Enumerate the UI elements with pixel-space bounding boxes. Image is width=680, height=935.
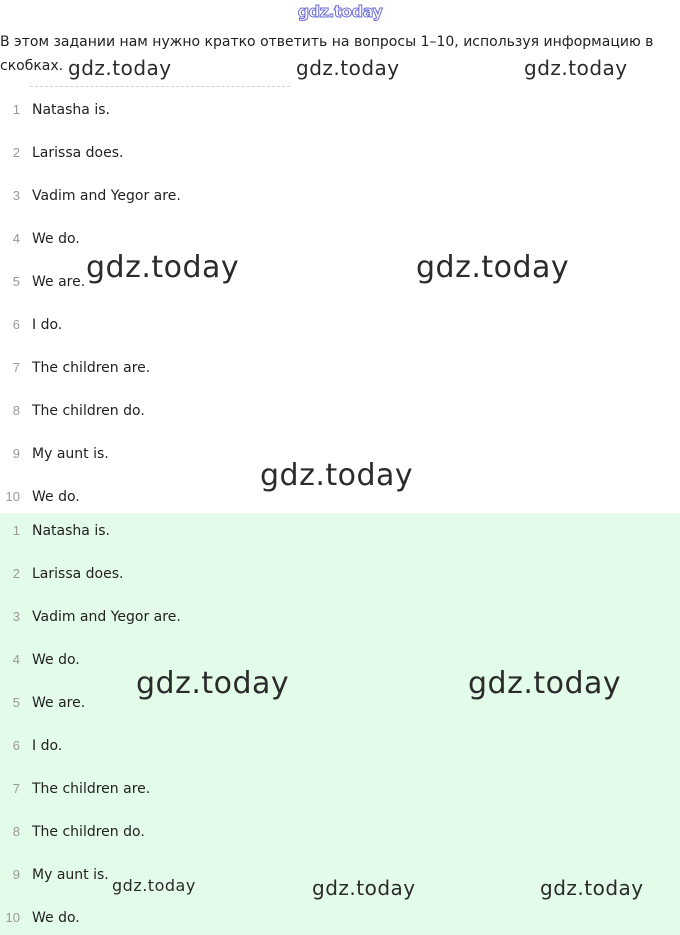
item-number: 10 xyxy=(5,910,20,925)
answer-text: We are. xyxy=(32,274,86,290)
answer-text: The children are. xyxy=(32,781,151,797)
answer-text: Natasha is. xyxy=(32,102,110,118)
answer-text: My aunt is. xyxy=(32,446,109,462)
item-number: 5 xyxy=(12,695,20,710)
list-item xyxy=(0,227,680,251)
list-item xyxy=(0,399,680,423)
item-number: 4 xyxy=(12,231,20,246)
watermark: gdz.today xyxy=(68,56,172,80)
answer-text: The children are. xyxy=(32,360,151,376)
answer-text: Larissa does. xyxy=(32,145,124,161)
answer-text: Vadim and Yegor are. xyxy=(32,609,181,625)
list-item xyxy=(0,141,680,165)
item-number: 1 xyxy=(12,523,20,538)
item-number: 8 xyxy=(12,824,20,839)
list-item xyxy=(0,605,680,629)
item-number: 10 xyxy=(5,489,20,504)
watermark: gdz.today xyxy=(524,56,628,80)
highlighted-answer-list xyxy=(0,513,680,935)
item-number: 2 xyxy=(12,145,20,160)
watermark: gdz.today xyxy=(312,876,416,900)
site-logo[interactable]: gdz.today xyxy=(297,2,383,21)
watermark: gdz.today xyxy=(260,458,414,493)
site-header xyxy=(0,0,680,28)
answer-text: We do. xyxy=(32,910,80,926)
answer-text: We are. xyxy=(32,695,86,711)
answer-text: I do. xyxy=(32,317,63,333)
item-number: 6 xyxy=(12,738,20,753)
item-number: 8 xyxy=(12,403,20,418)
item-number: 9 xyxy=(12,446,20,461)
item-number: 2 xyxy=(12,566,20,581)
answer-text: The children do. xyxy=(32,824,145,840)
answer-text: The children do. xyxy=(32,403,145,419)
list-item xyxy=(0,519,680,543)
item-number: 3 xyxy=(12,188,20,203)
list-item xyxy=(0,906,680,930)
list-item xyxy=(0,691,680,715)
answer-text: Natasha is. xyxy=(32,523,110,539)
list-item xyxy=(0,777,680,801)
list-item xyxy=(0,98,680,122)
list-item xyxy=(0,270,680,294)
list-item xyxy=(0,734,680,758)
item-number: 7 xyxy=(12,360,20,375)
item-number: 4 xyxy=(12,652,20,667)
answer-text: Vadim and Yegor are. xyxy=(32,188,181,204)
watermark: gdz.today xyxy=(296,56,400,80)
list-item xyxy=(0,313,680,337)
list-item xyxy=(0,485,680,509)
item-number: 1 xyxy=(12,102,20,117)
watermark: gdz.today xyxy=(540,876,644,900)
answer-text: We do. xyxy=(32,489,80,505)
list-item xyxy=(0,820,680,844)
item-number: 3 xyxy=(12,609,20,624)
item-number: 9 xyxy=(12,867,20,882)
list-item xyxy=(0,863,680,887)
answer-text: Larissa does. xyxy=(32,566,124,582)
watermark: gdz.today xyxy=(416,250,570,285)
item-number: 7 xyxy=(12,781,20,796)
list-item xyxy=(0,648,680,672)
list-item xyxy=(0,442,680,466)
watermark: gdz.today xyxy=(112,876,196,895)
item-number: 5 xyxy=(12,274,20,289)
answer-text: We do. xyxy=(32,652,80,668)
watermark: gdz.today xyxy=(468,666,622,701)
list-item xyxy=(0,356,680,380)
item-number: 6 xyxy=(12,317,20,332)
list-item xyxy=(0,184,680,208)
answer-text: We do. xyxy=(32,231,80,247)
task-instructions: В этом задании нам нужно кратко ответить на вопросы 1–10, используя информацию в скобках. xyxy=(0,34,654,74)
answer-list xyxy=(0,88,680,513)
answer-text: I do. xyxy=(32,738,63,754)
answer-text: My aunt is. xyxy=(32,867,109,883)
list-item xyxy=(0,562,680,586)
watermark: gdz.today xyxy=(136,666,290,701)
watermark: gdz.today xyxy=(86,250,240,285)
